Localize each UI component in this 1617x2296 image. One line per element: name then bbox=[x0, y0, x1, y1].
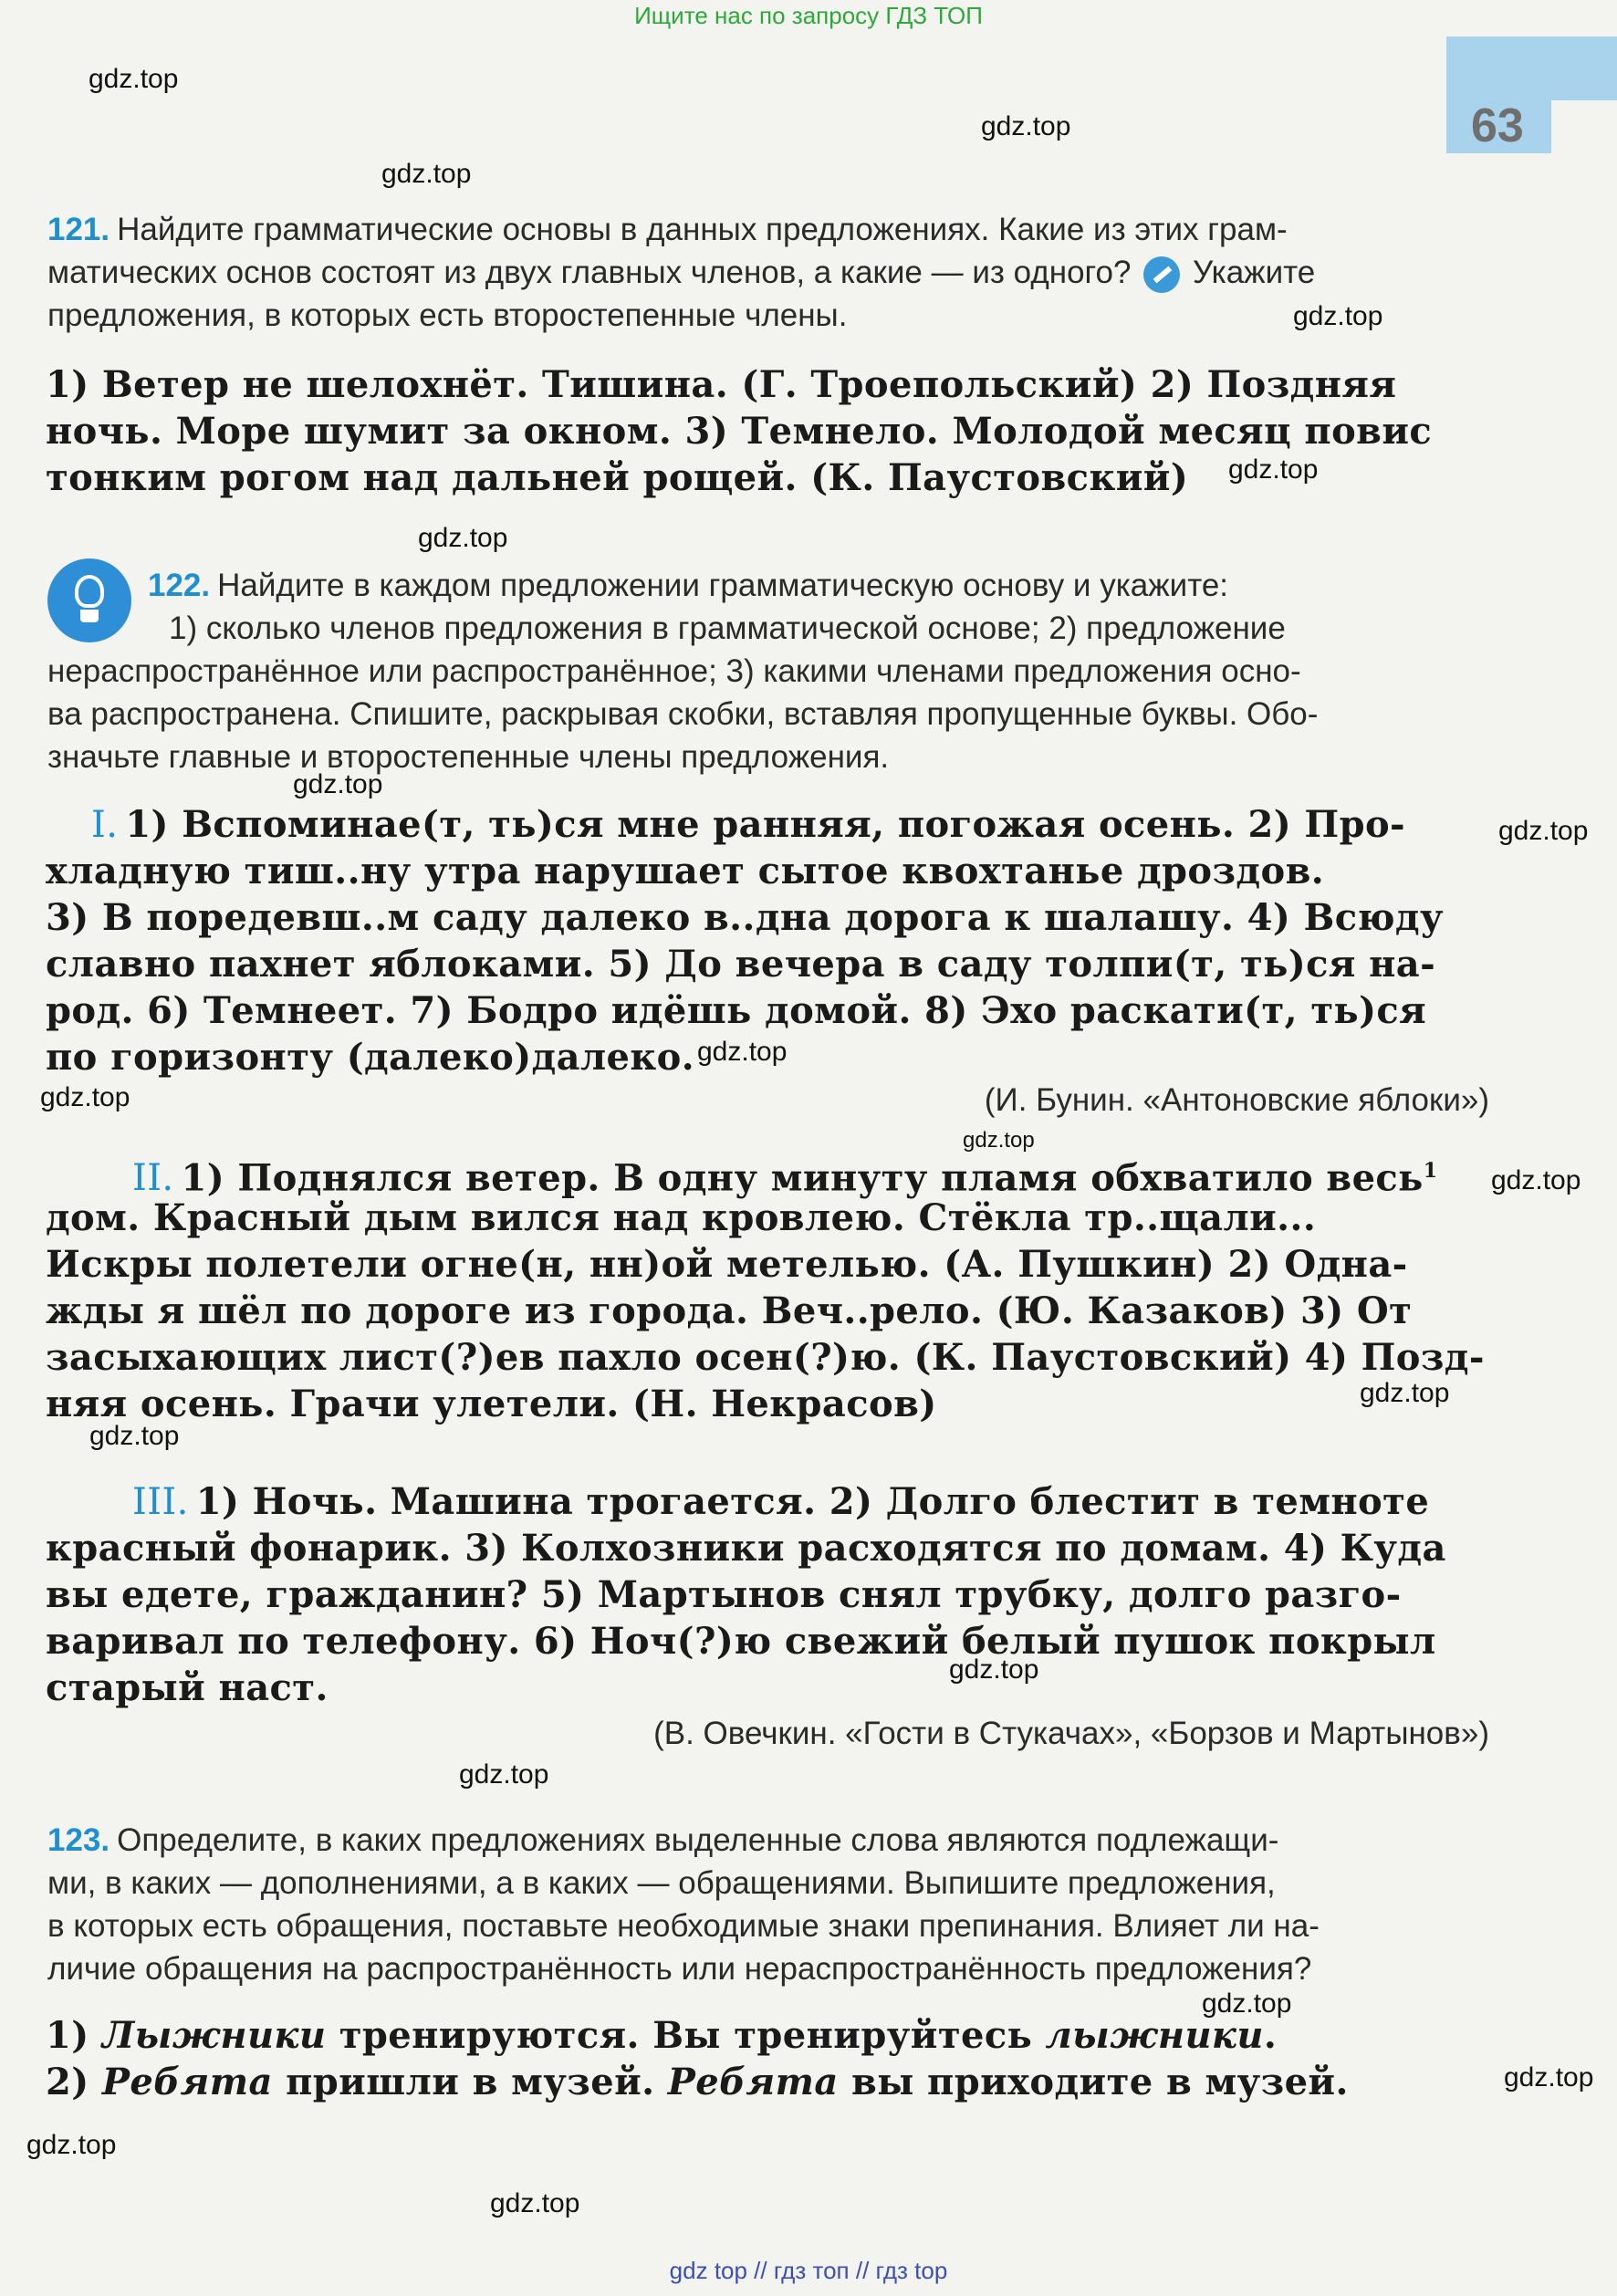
watermark: gdz.top bbox=[1491, 1165, 1581, 1195]
task-122-instructions-head bbox=[148, 564, 1489, 607]
watermark: gdz.top bbox=[490, 2188, 580, 2218]
page-tab-notch bbox=[1551, 100, 1617, 153]
highlighted-word: Лыжники bbox=[101, 2014, 327, 2057]
example-line: засыхающих лист(?)ев пахло осен(?)ю. (К. Паустовский) 4) Позд- bbox=[46, 1336, 1485, 1379]
task-123-instructions bbox=[47, 1819, 1498, 1990]
watermark: gdz.top bbox=[1293, 301, 1383, 331]
task-123-example bbox=[46, 2012, 1506, 2105]
example-line: род. 6) Темнеет. 7) Бодро идёшь домой. 8) Эхо раскати(т, ть)ся bbox=[46, 989, 1427, 1032]
watermark: gdz.top bbox=[26, 2130, 117, 2160]
task-line: нераспространённое или распространённое; 3) какими членами предложения осно- bbox=[47, 653, 1301, 689]
example-line: жды я шёл по дороге из города. Веч..рело. (Ю. Казаков) 3) От bbox=[46, 1289, 1413, 1332]
task-122-part-1-body bbox=[46, 848, 1497, 1080]
watermark: gdz.top bbox=[981, 111, 1071, 141]
example-line: 1) Лыжники тренируются. Вы тренируйтесь лыжники. bbox=[46, 2014, 1278, 2057]
example-line: ночь. Море шумит за окном. 3) Темнело. Молодой месяц повис bbox=[46, 410, 1433, 453]
task-line: значьте главные и второстепенные члены предложения. bbox=[47, 739, 890, 775]
example-line: варивал по телефону. 6) Ноч(?)ю свежий белый пушок покрыл bbox=[46, 1620, 1436, 1663]
task-121-instructions bbox=[47, 208, 1489, 337]
task-121-example bbox=[46, 361, 1497, 501]
watermark: gdz.top bbox=[963, 1128, 1035, 1153]
task-line: в которых есть обращения, поставьте необходимые знаки препинания. Влияет ли на- bbox=[47, 1908, 1320, 1944]
task-number: 122. bbox=[148, 568, 211, 603]
example-line: по горизонту (далеко)далеко. bbox=[46, 1036, 695, 1079]
task-122-part-2-body bbox=[46, 1195, 1497, 1427]
highlighted-word: Ребята bbox=[101, 2061, 273, 2103]
example-line: хладную тиш..ну утра нарушает сытое квохтанье дроздов. bbox=[46, 850, 1325, 892]
example-line: старый наст. bbox=[46, 1666, 329, 1709]
task-line: ми, в каких — дополнениями, а в каких — обращениями. Выпишите предложения, bbox=[47, 1865, 1276, 1901]
task-122-part-3 bbox=[132, 1478, 1501, 1526]
task-122-part-1 bbox=[91, 801, 1497, 849]
task-line: 122. Найдите в каждом предложении грамматическую основу и укажите: bbox=[148, 568, 1229, 603]
watermark: gdz.top bbox=[89, 64, 179, 94]
pencil-icon bbox=[1143, 256, 1180, 293]
task-number: 121. bbox=[47, 212, 110, 247]
example-line: няя осень. Грачи улетели. (Н. Некрасов) bbox=[46, 1383, 937, 1425]
task-number: 123. bbox=[47, 1822, 110, 1858]
example-line: красный фонарик. 3) Колхозники расходятся по домам. 4) Куда bbox=[46, 1527, 1446, 1570]
task-122-instructions-line2: 1) сколько членов предложения в грамматической основе; 2) предложение bbox=[169, 611, 1286, 646]
watermark: gdz.top bbox=[1202, 1988, 1292, 2019]
task-line: предложения, в которых есть второстепенные члены. bbox=[47, 297, 848, 333]
watermark: gdz.top bbox=[697, 1037, 788, 1067]
watermark: gdz.top bbox=[381, 159, 472, 189]
task-122-instructions-rest bbox=[47, 650, 1498, 778]
page-number: 63 bbox=[1471, 99, 1524, 152]
bottom-banner[interactable]: gdz top // гдз топ // гдз top bbox=[669, 2257, 948, 2284]
example-line: I. 1) Вспоминае(т, ть)ся мне ранняя, погожая осень. 2) Про- bbox=[91, 803, 1406, 846]
roman-numeral: III. bbox=[132, 1481, 189, 1523]
source-citation: (В. Овечкин. «Гости в Стукачах», «Борзов и Мартынов») bbox=[653, 1716, 1489, 1751]
watermark: gdz.top bbox=[40, 1082, 130, 1112]
top-banner[interactable]: Ищите нас по запросу ГДЗ ТОП bbox=[634, 2, 983, 29]
example-line: славно пахнет яблоками. 5) До вечера в саду толпи(т, ть)ся на- bbox=[46, 943, 1436, 986]
task-line: 121. Найдите грамматические основы в данных предложениях. Какие из этих грам- bbox=[47, 212, 1288, 247]
example-line: тонким рогом над дальней рощей. (К. Паустовский) bbox=[46, 456, 1189, 499]
task-line: ва распространена. Спишите, раскрывая скобки, вставляя пропущенные буквы. Обо- bbox=[47, 696, 1319, 732]
watermark: gdz.top bbox=[949, 1654, 1039, 1685]
watermark: gdz.top bbox=[1504, 2062, 1594, 2092]
lightbulb-icon bbox=[47, 558, 131, 642]
highlighted-word: лыжники bbox=[1045, 2014, 1264, 2057]
example-line: 3) В поредевш..м саду далеко в..дна дорога к шалашу. 4) Всюду bbox=[46, 896, 1444, 939]
example-line: вы едете, гражданин? 5) Мартынов снял трубку, долго разго- bbox=[46, 1573, 1402, 1616]
watermark: gdz.top bbox=[89, 1421, 180, 1451]
task-line: матических основ состоят из двух главных членов, а какие — из одного? Укажите bbox=[47, 251, 1489, 294]
task-line: 123. Определите, в каких предложениях выделенные слова являются подлежащи- bbox=[47, 1822, 1279, 1858]
watermark: gdz.top bbox=[459, 1759, 549, 1790]
watermark: gdz.top bbox=[293, 769, 383, 799]
task-122-part-3-body bbox=[46, 1525, 1497, 1711]
source-citation: (И. Бунин. «Антоновские яблоки») bbox=[984, 1082, 1489, 1118]
footnote-marker: 1 bbox=[1423, 1159, 1438, 1183]
watermark: gdz.top bbox=[418, 523, 508, 553]
roman-numeral: II. bbox=[132, 1157, 174, 1200]
roman-numeral: I. bbox=[91, 804, 119, 846]
highlighted-word: Ребята bbox=[667, 2061, 839, 2103]
example-line: 2) Ребята пришли в музей. Ребята вы приходите в музей. bbox=[46, 2061, 1349, 2103]
watermark: gdz.top bbox=[1360, 1378, 1450, 1408]
example-line: II. 1) Поднялся ветер. В одну минуту пламя обхватило весь$^1$ bbox=[132, 1156, 1438, 1200]
watermark: gdz.top bbox=[1228, 454, 1319, 485]
watermark: gdz.top bbox=[1498, 816, 1589, 846]
task-line: личие обращения на распространённость или нераспространённость предложения? bbox=[47, 1951, 1312, 1987]
example-line: дом. Красный дым вился над кровлею. Стёкла тр..щали... bbox=[46, 1196, 1317, 1239]
example-line: III. 1) Ночь. Машина трогается. 2) Долго блестит в темноте bbox=[132, 1480, 1430, 1523]
example-line: 1) Ветер не шелохнёт. Тишина. (Г. Троепольский) 2) Поздняя bbox=[46, 363, 1397, 406]
example-line: Искры полетели огне(н, нн)ой метелью. (А. Пушкин) 2) Одна- bbox=[46, 1243, 1408, 1286]
